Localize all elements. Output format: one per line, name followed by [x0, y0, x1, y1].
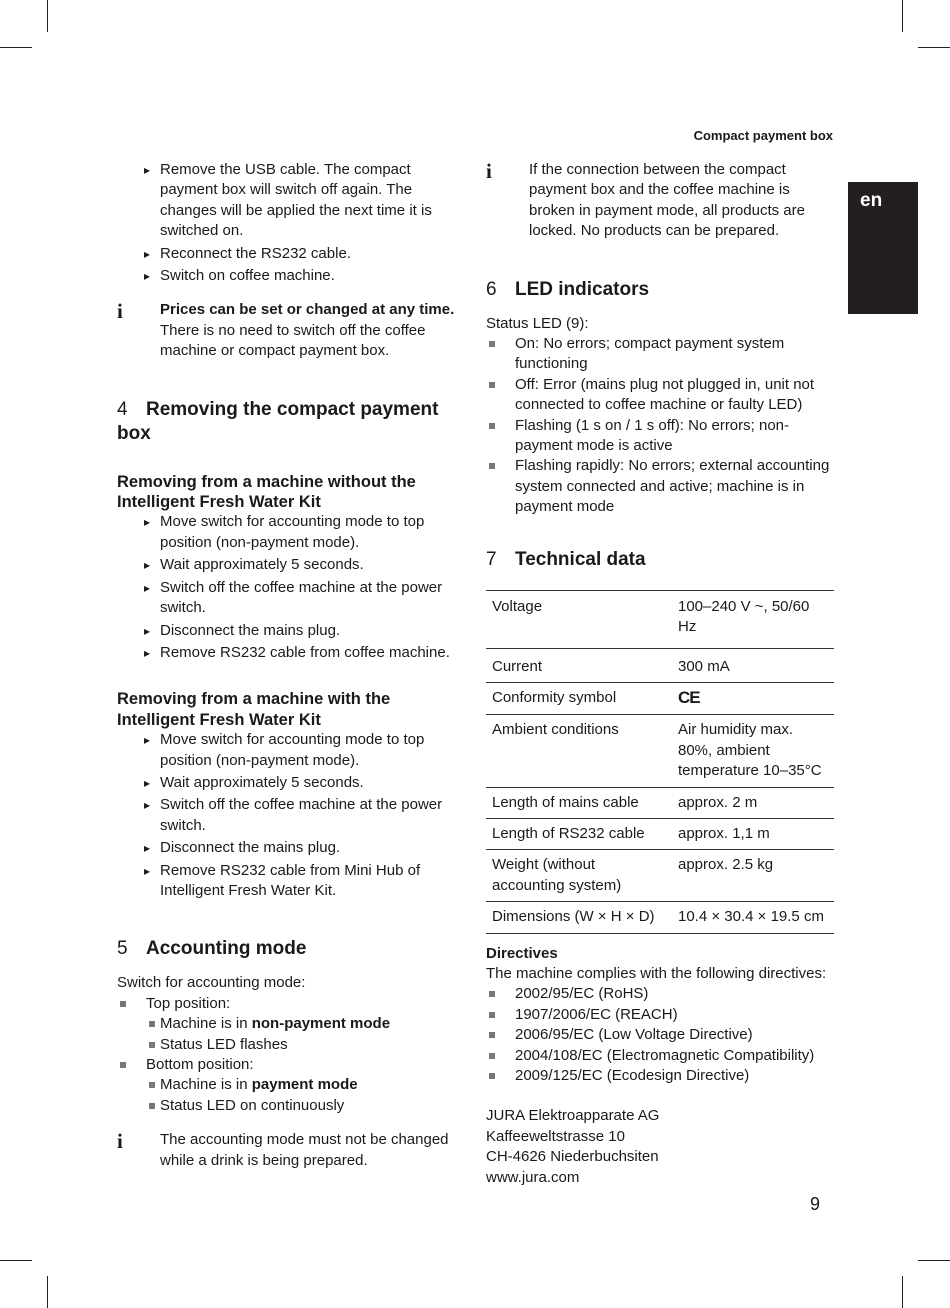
- crop-mark: [902, 1276, 903, 1308]
- info-icon: i: [486, 159, 492, 183]
- crop-mark: [0, 47, 32, 48]
- table-row: Dimensions (W × H × D) 10.4 × 30.4 × 19.5 cm: [486, 902, 834, 933]
- step-item: ▸ Switch off the coffee machine at the power switch.: [117, 795, 467, 836]
- note-bold: Prices can be set or changed at any time.: [160, 301, 455, 319]
- step-item: ▸ Switch off the coffee machine at the power switch.: [117, 578, 467, 619]
- crop-mark: [918, 47, 950, 48]
- section-heading-6: 6 LED indicators: [486, 278, 650, 300]
- step-item: ▸ Wait approximately 5 seconds.: [117, 555, 467, 575]
- info-note: [117, 300, 467, 361]
- note-text: If the connection between the compact payment box and the coffee machine is broken in payment mode, all products are locked. No products can be prepared.: [529, 161, 805, 240]
- website-link[interactable]: www.jura.com: [486, 1168, 580, 1186]
- right-column: [486, 160, 834, 1188]
- table-row: Length of RS232 cable approx. 1,1 m: [486, 818, 834, 849]
- address-line: JURA Elektroapparate AG: [486, 1107, 660, 1125]
- language-tab: [848, 182, 918, 314]
- directives-heading: Directives: [486, 944, 558, 962]
- crop-mark: [918, 1260, 950, 1261]
- sub-list-item: Machine is in non-payment mode: [117, 1014, 467, 1034]
- step-item: ▸ Remove the USB cable. The compact payment box will switch off again. The changes will be applied the next time it is switched on.: [117, 160, 467, 242]
- led-list-item: Flashing (1 s on / 1 s off): No errors; non-payment mode is active: [486, 416, 834, 457]
- step-item: ▸ Move switch for accounting mode to top position (non-payment mode).: [117, 730, 467, 771]
- table-row: Conformity symbol CE: [486, 682, 834, 714]
- crop-mark: [902, 0, 903, 32]
- led-list-item: On: No errors; compact payment system functioning: [486, 334, 834, 375]
- list-item: Bottom position:: [117, 1055, 467, 1075]
- table-row: Length of mains cable approx. 2 m: [486, 787, 834, 818]
- list-item: Top position:: [117, 994, 467, 1014]
- step-item: ▸ Disconnect the mains plug.: [117, 621, 467, 641]
- section-heading-4: 4 Removing the compact payment box: [117, 398, 439, 444]
- subsection-heading: Removing from a machine with the Intelligent Fresh Water Kit: [117, 690, 391, 729]
- directive-item: 2002/95/EC (RoHS): [486, 984, 834, 1004]
- status-led-label: Status LED (9):: [486, 314, 589, 332]
- directive-item: 1907/2006/EC (REACH): [486, 1005, 834, 1025]
- table-row: Current 300 mA: [486, 648, 834, 682]
- language-tab-label: en: [860, 190, 883, 211]
- address-line: CH-4626 Niederbuchsiten: [486, 1148, 659, 1166]
- ce-mark-icon: CE: [678, 687, 700, 707]
- step-item: ▸ Disconnect the mains plug.: [117, 838, 467, 858]
- sub-list-item: Status LED on continuously: [117, 1096, 467, 1116]
- directive-item: 2006/95/EC (Low Voltage Directive): [486, 1025, 834, 1045]
- technical-data-table: [486, 590, 834, 934]
- info-note: [486, 160, 834, 242]
- step-item: ▸ Remove RS232 cable from coffee machine.: [117, 643, 467, 663]
- running-header: Compact payment box: [693, 128, 833, 143]
- sub-list-item: Status LED flashes: [117, 1035, 467, 1055]
- directive-item: 2009/125/EC (Ecodesign Directive): [486, 1066, 834, 1086]
- left-column: [117, 160, 467, 1171]
- subsection-heading: Removing from a machine without the Intelligent Fresh Water Kit: [117, 472, 416, 512]
- step-item: ▸ Move switch for accounting mode to top position (non-payment mode).: [117, 512, 467, 553]
- step-item: ▸ Reconnect the RS232 cable.: [117, 244, 467, 264]
- crop-mark: [47, 0, 48, 32]
- step-item: ▸ Remove RS232 cable from Mini Hub of Intelligent Fresh Water Kit.: [117, 861, 467, 902]
- directives-intro: The machine complies with the following directives:: [486, 964, 827, 982]
- page-number: 9: [810, 1194, 821, 1214]
- step-item: ▸ Wait approximately 5 seconds.: [117, 773, 467, 793]
- switch-label: Switch for accounting mode:: [117, 974, 306, 992]
- info-note: [117, 1130, 467, 1171]
- note-text: There is no need to switch off the coffee machine or compact payment box.: [160, 321, 426, 360]
- sub-list-item: Machine is in payment mode: [117, 1075, 467, 1095]
- info-icon: i: [117, 299, 123, 324]
- directive-item: 2004/108/EC (Electromagnetic Compatibility): [486, 1046, 834, 1066]
- table-row: Voltage 100–240 V ~, 50/60 Hz: [486, 590, 834, 648]
- address-line: Kaffeeweltstrasse 10: [486, 1127, 625, 1145]
- address-block: [486, 1106, 834, 1188]
- table-row: Ambient conditions Air humidity max. 80%, ambient temperature 10–35°C: [486, 715, 834, 787]
- led-list-item: Off: Error (mains plug not plugged in, unit not connected to coffee machine or faulty LED): [486, 375, 834, 416]
- table-row: Weight (without accounting system) approx. 2.5 kg: [486, 850, 834, 902]
- section-heading-7: 7 Technical data: [486, 548, 646, 570]
- note-text: The accounting mode must not be changed while a drink is being prepared.: [160, 1131, 449, 1169]
- crop-mark: [0, 1260, 32, 1261]
- crop-mark: [47, 1276, 48, 1308]
- step-item: ▸ Switch on coffee machine.: [117, 266, 467, 286]
- led-list-item: Flashing rapidly: No errors; external accounting system connected and active; machine is in payment mode: [486, 456, 834, 517]
- info-icon: i: [117, 1129, 123, 1154]
- section-heading-5: 5 Accounting mode: [117, 938, 307, 960]
